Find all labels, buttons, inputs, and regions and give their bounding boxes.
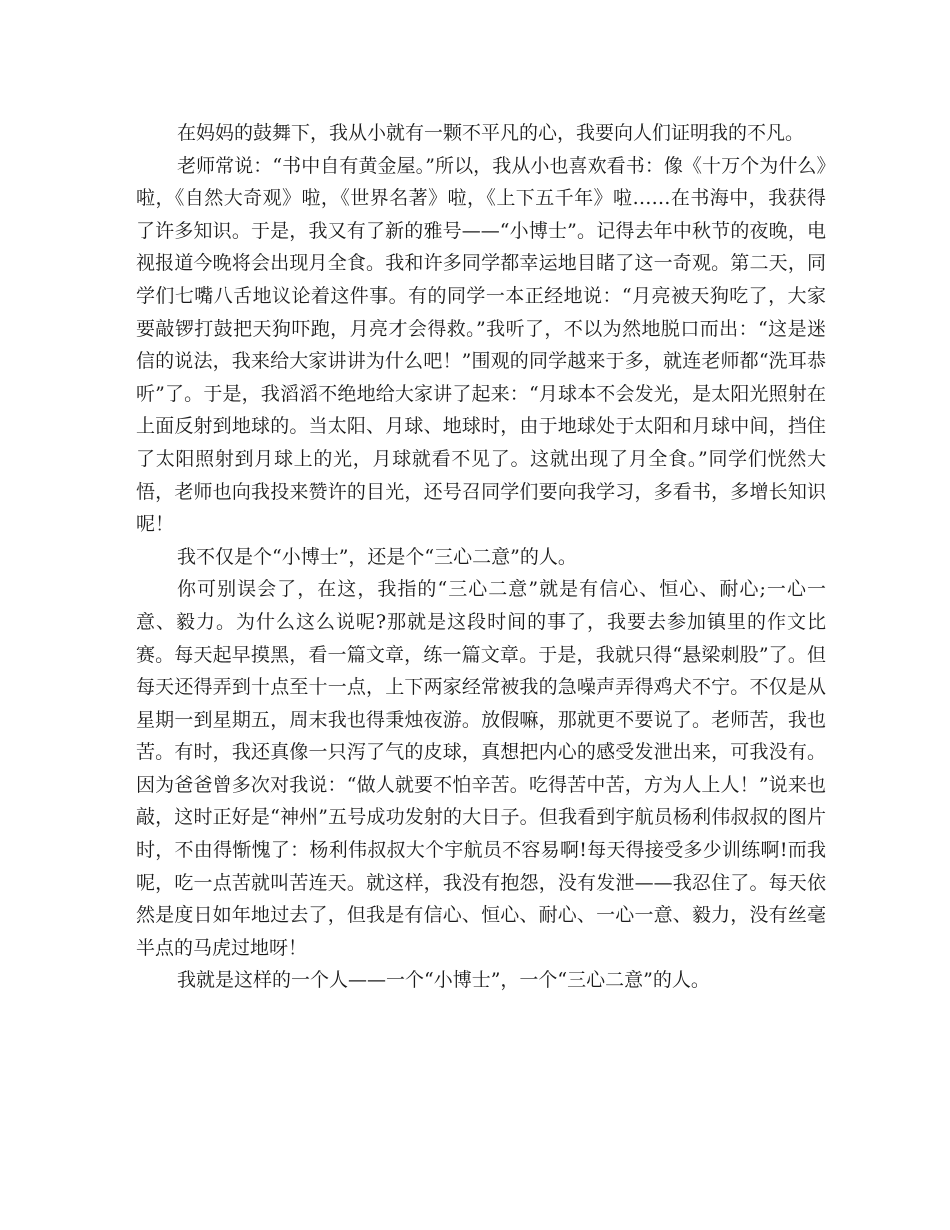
paragraph-writing-contest-story: 你可别误会了，在这，我指的“三心二意”就是有信心、恒心、耐心;一心一意、毅力。为什么这么说呢?那就是这段时间的事了，我要去参加镇里的作文比赛。每天起早摸黑，看一篇文章，练一篇文章。于是，我就只得“悬梁刺股”了。但每天还得弄到十点至十一点，上下两家经常被我的急噪声弄得鸡犬不宁。不仅是从星期一到星期五，周末我也得秉烛夜游。放假嘛，那就更不要说了。老师苦，我也苦。有时，我还真像一只泻了气的皮球，真想把内心的感受发泄出来，可我没有。因为爸爸曾多次对我说：“做人就要不怕辛苦。吃得苦中苦，方为人上人！”说来也敲，这时正好是“神州”五号成功发射的大日子。但我看到宇航员杨利伟叔叔的图片时，不由得惭愧了：杨利伟叔叔大个宇航员不容易啊!每天得接受多少训练啊!而我呢，吃一点苦就叫苦连天。就这样，我没有抱怨，没有发泄——我忍住了。每天依然是度日如年地过去了，但我是有信心、恒心、耐心、一心一意、毅力，没有丝毫半点的马虎过地呀！ — [136, 578, 826, 959]
paragraph-little-doctor-story: 老师常说：“书中自有黄金屋。”所以，我从小也喜欢看书：像《十万个为什么》啦，《自然大奇观》啦，《世界名著》啦，《上下五千年》啦……在书海中，我获得了许多知识。于是，我又有了新的雅号——“小博士”。记得去年中秋节的夜晚，电视报道今晚将会出现月全食。我和许多同学都幸运地目睹了这一奇观。第二天，同学们七嘴八舌地议论着这件事。有的同学一本正经地说：“月亮被天狗吃了，大家要敲锣打鼓把天狗吓跑，月亮才会得救。”我听了，不以为然地脱口而出：“这是迷信的说法，我来给大家讲讲为什么吧！”围观的同学越来于多，就连老师都“洗耳恭听”了。于是，我滔滔不绝地给大家讲了起来：“月球本不会发光，是太阳光照射在上面反射到地球的。当太阳、月球、地球时，由于地球处于太阳和月球中间，挡住了太阳照射到月球上的光，月球就看不见了。这就出现了月全食。”同学们恍然大悟，老师也向我投来赞许的目光，还号召同学们要向我学习，多看书，多增长知识呢！ — [136, 154, 826, 536]
paragraph-intro: 在妈妈的鼓舞下，我从小就有一颗不平凡的心，我要向人们证明我的不凡。 — [177, 122, 805, 144]
essay-body — [136, 117, 826, 997]
paragraph-transition: 我不仅是个“小博士”，还是个“三心二意”的人。 — [177, 545, 577, 568]
paragraph-conclusion: 我就是这样的一个人——一个“小博士”，一个“三心二意”的人。 — [177, 969, 710, 992]
